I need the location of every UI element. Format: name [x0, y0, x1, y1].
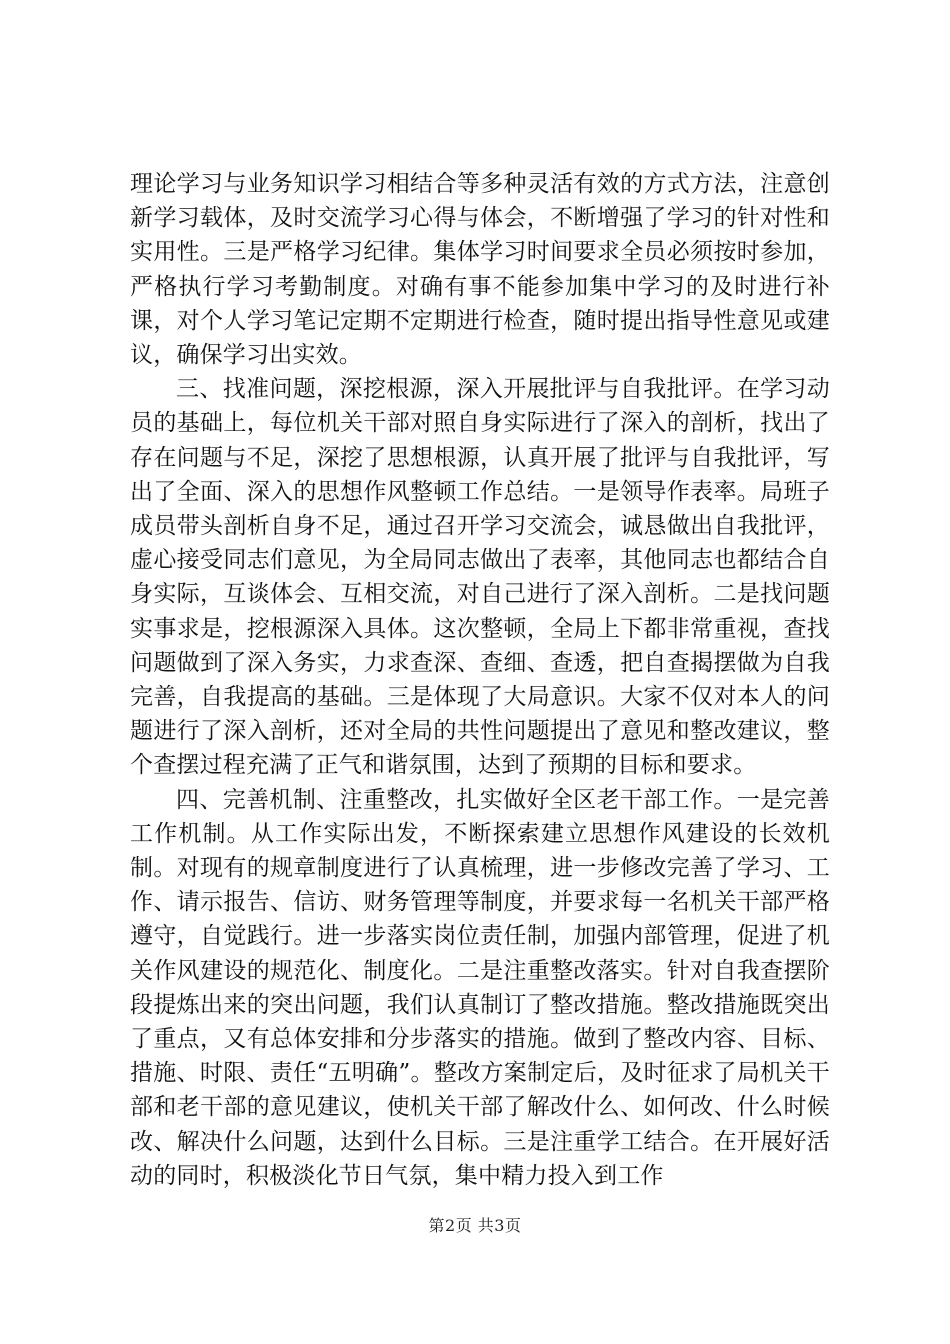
page-number-footer: 第2页 共3页: [428, 1216, 522, 1235]
paragraph-continuation: 理论学习与业务知识学习相结合等多种灵活有效的方式方法，注意创新学习载体，及时交流学习心得与体会，不断增强了学习的针对性和实用性。三是严格学习纪律。集体学习时间要求全员必须按时参加，严格执行学习考勤制度。对确有事不能参加集中学习的及时进行补课，对个人学习笔记定期不定期进行检查，随时提出指导性意见或建议，确保学习出实效。: [130, 171, 830, 369]
paragraph-section-four: 四、完善机制、注重整改，扎实做好全区老干部工作。一是完善工作机制。从工作实际出发，不断探索建立思想作风建设的长效机制。对现有的规章制度进行了认真梳理，进一步修改完善了学习、工作、请示报告、信访、财务管理等制度，并要求每一名机关干部严格遵守，自觉践行。进一步落实岗位责任制，加强内部管理，促进了机关作风建设的规范化、制度化。二是注重整改落实。针对自我查摆阶段提炼出来的突出问题，我们认真制订了整改措施。整改措施既突出了重点，又有总体安排和分步落实的措施。做到了整改内容、目标、措施、时限、责任“五明确”。整改方案制定后，及时征求了局机关干部和老干部的意见建议，使机关干部了解改什么、如何改、什么时候改、解决什么问题，达到什么目标。三是注重学工结合。在开展好活动的同时，积极淡化节日气氛，集中精力投入到工作: [130, 786, 830, 1189]
paragraph-section-three: 三、找准问题，深挖根源，深入开展批评与自我批评。在学习动员的基础上，每位机关干部对照自身实际进行了深入的剖析，找出了存在问题与不足，深挖了思想根源，认真开展了批评与自我批评，写出了全面、深入的思想作风整顿工作总结。一是领导作表率。局班子成员带头剖析自身不足，通过召开学习交流会，诚恳做出自我批评，虚心接受同志们意见，为全局同志做出了表率，其他同志也都结合自身实际，互谈体会、互相交流，对自己进行了深入剖析。二是找问题实事求是，挖根源深入具体。这次整顿，全局上下都非常重视，查找问题做到了深入务实，力求查深、查细、查透，把自查揭摆做为自我完善，自我提高的基础。三是体现了大局意识。大家不仅对本人的问题进行了深入剖析，还对全局的共性问题提出了意见和整改建议，整个查摆过程充满了正气和谐氛围，达到了预期的目标和要求。: [130, 376, 830, 779]
document-body: [130, 167, 830, 1193]
